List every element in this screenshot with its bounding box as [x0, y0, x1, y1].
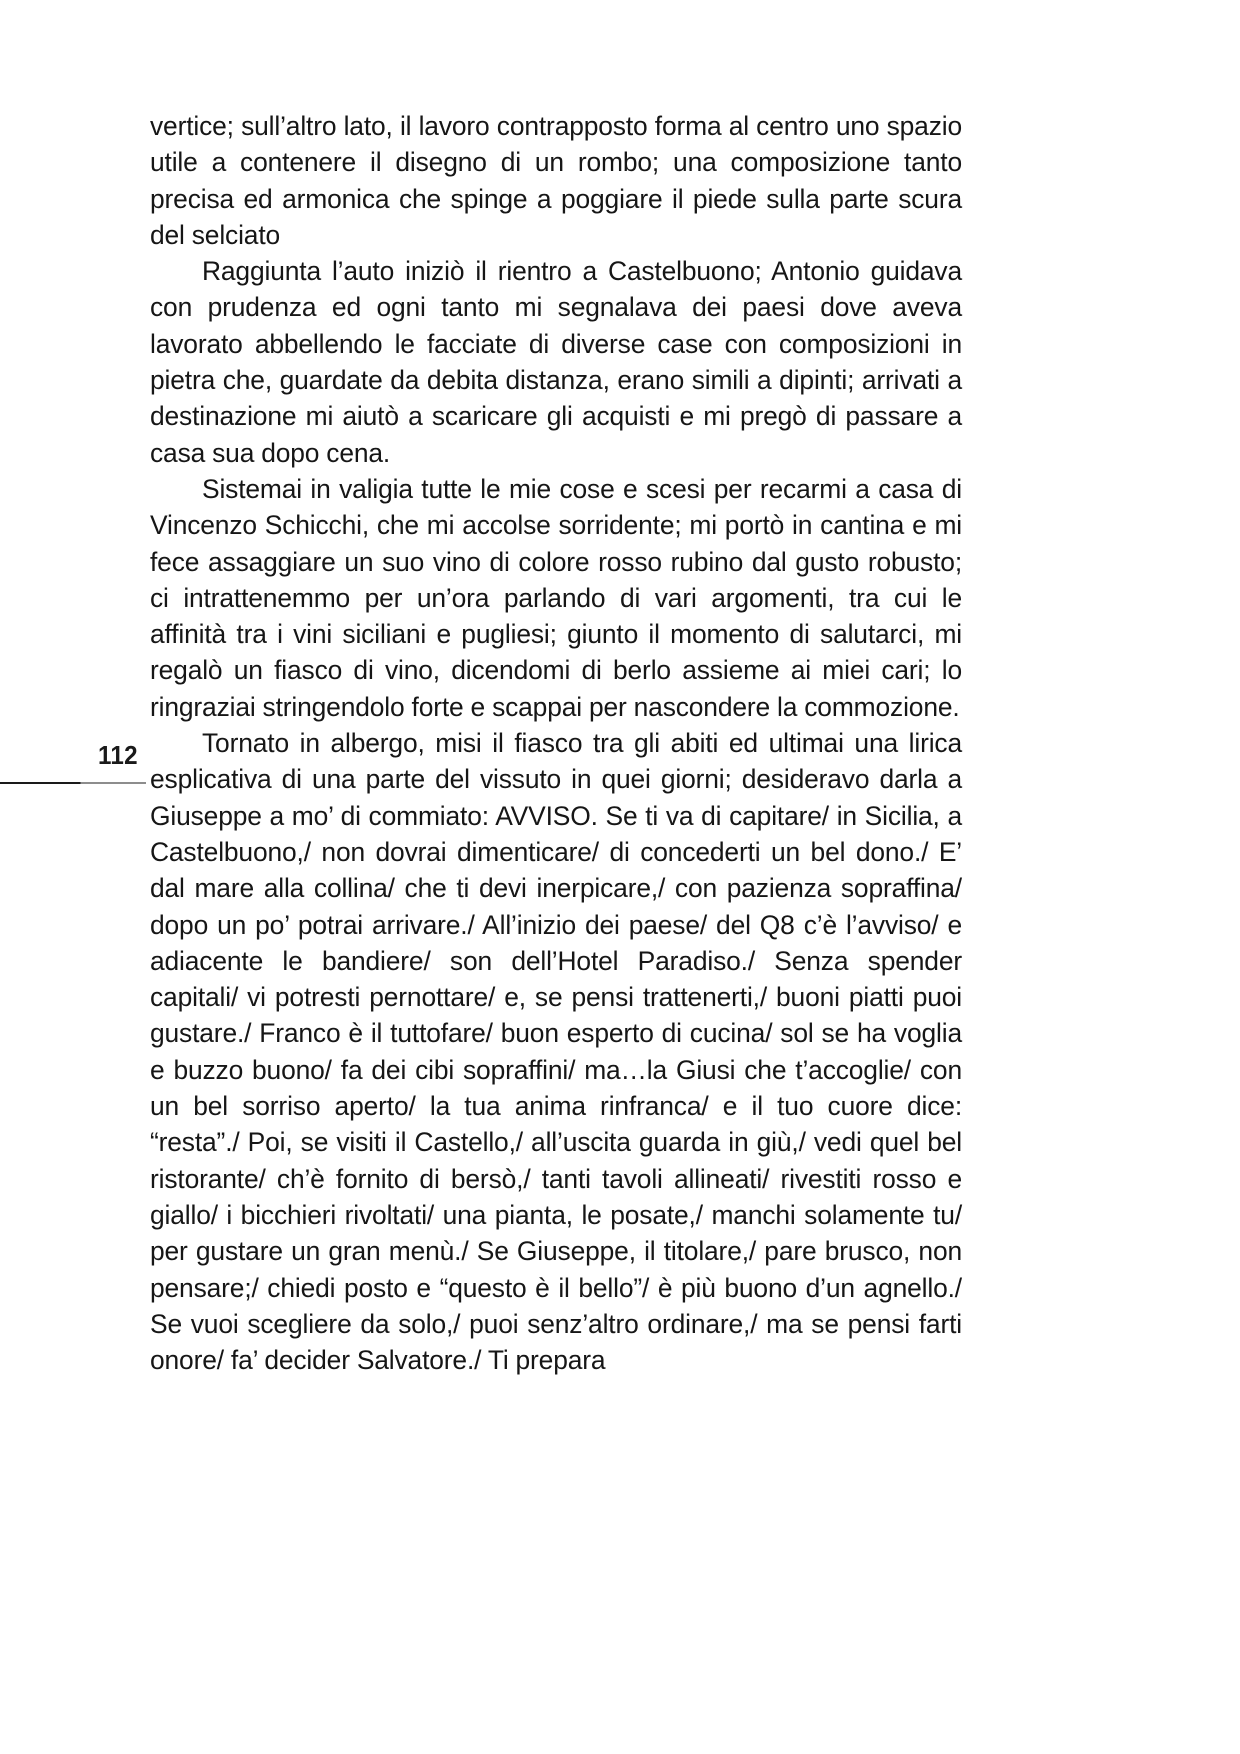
- page-number: 112: [98, 740, 138, 770]
- paragraph-sistemai: Sistemai in valigia tutte le mie cose e scesi per recarmi a casa di Vincenzo Schicchi, che mi accolse sorridente; mi portò in cantina e mi fece assaggiare un suo vino di colore rosso rubino dal gusto robusto; ci intrattenemmo per un’ora parlando di vari argomenti, tra cui le affinità tra i vini siciliani e pugliesi; giunto il momento di salutarci, mi regalò un fiasco di vino, dicendomi di berlo assieme ai miei cari; lo ringraziai stringendolo forte e scappai per nascondere la commozione.: [150, 473, 962, 722]
- paragraph-raggiunta: Raggiunta l’auto iniziò il rientro a Castelbuono; Antonio guidava con prudenza ed ogni tanto mi segnalava dei paesi dove aveva lavorato abbellendo le facciate di diverse case con composizioni in pietra che, guardate da debita distanza, erano simili a dipinti; arrivati a destinazione mi aiutò a scaricare gli acquisti e mi pregò di passare a casa sua dopo cena.: [150, 256, 962, 468]
- folio-rule: [0, 782, 146, 784]
- folio-block: [0, 742, 146, 802]
- paragraph-tornato: Tornato in albergo, misi il fiasco tra gli abiti ed ultimai una lirica esplicativa di una parte del vissuto in quei giorni; desideravo darla a Giuseppe a mo’ di commiato: AVVISO. Se ti va di capitare/ in Sicilia, a Castelbuono,/ non dovrai dimenticare/ di concederti un bel dono./ E’ dal mare alla collina/ che ti devi inerpicare,/ con pazienza sopraffina/ dopo un po’ potrai arrivare./ All’inizio dei paese/ del Q8 c’è l’avviso/ e adiacente le bandiere/ son dell’Hotel Paradiso./ Senza spender capitali/ vi potresti pernottare/ e, se pensi trattenerti,/ buoni piatti puoi gustare./ Franco è il tuttofare/ buon esperto di cucina/ sol se ha voglia e buzzo buono/ fa dei cibi sopraffini/ ma…la Giusi che t’accoglie/ con un bel sorriso aperto/ la tua anima rinfranca/ e il tuo cuore dice: “resta”./ Poi, se visiti il Castello,/ all’uscita guarda in giù,/ vedi quel bel ristorante/ ch’è fornito di bersò,/ tanti tavoli allineati/ rivestiti rosso e giallo/ i bicchieri rivoltati/ una pianta, le posate,/ manchi solamente tu/ per gustare un gran menù./ Se Giuseppe, il titolare,/ pare brusco, non pensare;/ chiedi posto e “questo è il bello”/ è più buono d’un agnello./ Se vuoi scegliere da solo,/ puoi senz’altro ordinare,/ ma se pensi farti onore/ fa’ decider Salvatore./ Ti prepara: [150, 728, 962, 1376]
- paragraph-continuation: vertice; sull’altro lato, il lavoro contrapposto forma al centro uno spazio utile a contenere il disegno di un rombo; una composizione tanto precisa ed armonica che spinge a poggiare il piede sulla parte scura del selciato: [150, 111, 962, 250]
- text-column: [150, 108, 962, 1378]
